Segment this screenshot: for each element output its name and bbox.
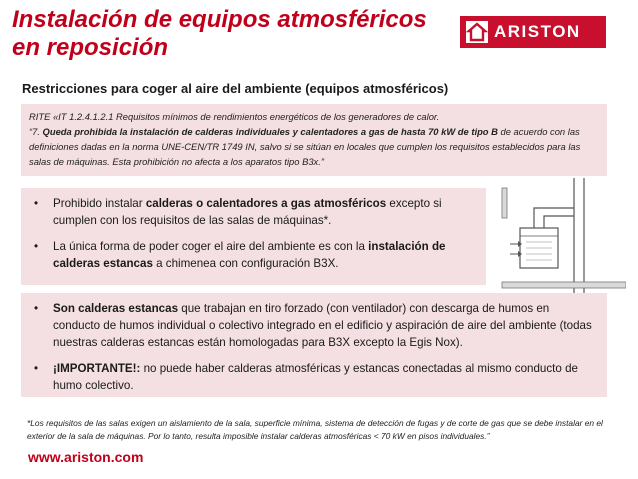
bullet-pre: Prohibido instalar [53, 197, 146, 210]
boiler-chimney-diagram [496, 178, 626, 296]
bullet-post: excepto si cumplen con los requisitos de las salas de máquinas*. [53, 197, 442, 227]
regulation-quote-box [21, 104, 607, 176]
bullet-post: a chimenea con configuración B3X. [152, 257, 339, 270]
regulation-quote [29, 126, 580, 167]
page-title [12, 6, 452, 62]
list-item [29, 238, 478, 272]
list-item [29, 195, 478, 229]
house-icon [466, 21, 488, 43]
restriction-box [21, 188, 486, 285]
bullet-pre: La única forma de poder coger el aire del ambiente es con la [53, 240, 369, 253]
logo-text: ARISTON [494, 22, 581, 41]
bullet-bold: instalación de calderas estancas [53, 240, 446, 270]
regulation-reference: RITE «IT 1.2.4.1.2.1 Requisitos mínimos de rendimientos energéticos de los generadores de calor. [29, 111, 440, 122]
sealed-boiler-box [21, 293, 607, 397]
ariston-logo [460, 16, 606, 48]
bullet-dot: • [34, 362, 39, 375]
footnote: *Los requisitos de las salas exigen un aislamiento de la sala, superficie mínima, sistema de detección de fugas y de corte de gas que se debe instalar en el exterior de la sala de máquinas. Por lo tanto, resulta imposible instalar calderas atmosféricas < 70 kW en pisos individuales.” [27, 418, 603, 441]
page-title-line1: Instalación de equipos atmosféricos [12, 6, 427, 33]
bullet-bold: calderas o calentadores a gas atmosféricos [145, 197, 387, 210]
quote-open: “7. [29, 126, 43, 137]
bullet-dot: • [34, 302, 39, 315]
quote-bold: Queda prohibida la instalación de calderas individuales y calentadores a gas de hasta 70 kW de tipo B [42, 126, 498, 137]
section-subtitle: Restricciones para coger al aire del ambiente (equipos atmosféricos) [22, 81, 449, 96]
website-link[interactable]: www.ariston.com [28, 449, 144, 465]
bullet-post: que trabajan en tiro forzado (con ventilador) con descarga de humos en conducto de humos individual o colectivo integrado en el edificio y aspiración de aire del ambiente (todas nuestras calderas estancas están homologadas para B3X excepto la Egis Nox). [53, 302, 592, 349]
bullet-dot: • [34, 240, 39, 253]
bullet-bold: ¡IMPORTANTE!: [53, 362, 141, 375]
bullet-bold: Son calderas estancas [53, 302, 179, 315]
quote-rest: de acuerdo con las definiciones dadas en la norma UNE-CEN/TR 1749 IN, salvo si se sitúan en locales que cumplen los requisitos establecidos para las salas de máquinas. Esta prohibición no afecta a los aparatos tipo B3x.” [29, 126, 581, 167]
page-title-line2: en reposición [12, 34, 169, 61]
bullet-dot: • [34, 197, 39, 210]
list-item [29, 360, 599, 394]
bullet-post: no puede haber calderas atmosféricas y estancas conectadas al mismo conducto de humo colectivo. [53, 362, 578, 392]
list-item [29, 300, 599, 351]
